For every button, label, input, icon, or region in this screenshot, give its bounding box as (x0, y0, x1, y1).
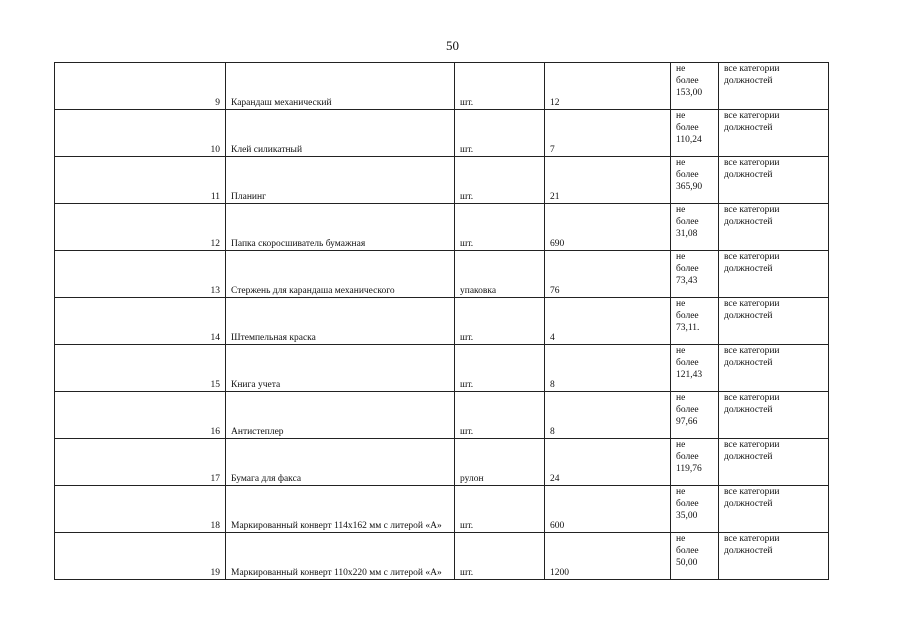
price-cell (671, 204, 719, 251)
price-line: 365,90 (676, 182, 703, 192)
price-line: не (676, 205, 686, 215)
price-line: не (676, 393, 686, 403)
row-number-cell: 13 (55, 251, 226, 298)
unit-cell: шт. (455, 298, 545, 345)
table-row (55, 157, 829, 204)
price-line: 35,00 (676, 511, 698, 521)
page-number: 50 (446, 38, 459, 53)
table-row (55, 298, 829, 345)
item-name-cell: Маркированный конверт 110х220 мм с литерой «А» (226, 533, 455, 580)
unit-cell: шт. (455, 392, 545, 439)
category-line: должностей (724, 311, 773, 321)
unit-cell: шт. (455, 157, 545, 204)
quantity-cell: 1200 (545, 533, 671, 580)
price-cell (671, 439, 719, 486)
category-line: должностей (724, 76, 773, 86)
table-row (55, 392, 829, 439)
quantity-cell: 8 (545, 392, 671, 439)
price-cell (671, 298, 719, 345)
price-line: более (676, 405, 699, 415)
price-line: 121,43 (676, 370, 703, 380)
quantity-cell: 690 (545, 204, 671, 251)
category-cell (719, 204, 829, 251)
quantity-cell: 21 (545, 157, 671, 204)
quantity-cell: 76 (545, 251, 671, 298)
price-line: более (676, 452, 699, 462)
row-number-cell: 9 (55, 63, 226, 110)
unit-cell: упаковка (455, 251, 545, 298)
unit-cell: шт. (455, 204, 545, 251)
price-line: более (676, 311, 699, 321)
row-number-cell: 10 (55, 110, 226, 157)
supplies-table (54, 62, 829, 580)
unit-cell: шт. (455, 63, 545, 110)
category-line: все категории (724, 393, 780, 403)
price-line: не (676, 346, 686, 356)
price-line: более (676, 358, 699, 368)
category-line: должностей (724, 264, 773, 274)
price-line: более (676, 170, 699, 180)
item-name-cell: Книга учета (226, 345, 455, 392)
unit-cell: шт. (455, 533, 545, 580)
supplies-table-body (55, 63, 829, 580)
table-row (55, 486, 829, 533)
item-name-cell: Папка скоросшиватель бумажная (226, 204, 455, 251)
category-line: все категории (724, 299, 780, 309)
category-line: должностей (724, 358, 773, 368)
category-line: все категории (724, 487, 780, 497)
row-number-cell: 16 (55, 392, 226, 439)
unit-cell: шт. (455, 110, 545, 157)
category-cell (719, 251, 829, 298)
category-line: должностей (724, 123, 773, 133)
table-row (55, 251, 829, 298)
row-number-cell: 12 (55, 204, 226, 251)
price-line: не (676, 440, 686, 450)
category-line: все категории (724, 111, 780, 121)
item-name-cell: Карандаш механический (226, 63, 455, 110)
category-line: все категории (724, 205, 780, 215)
category-cell (719, 63, 829, 110)
row-number-cell: 18 (55, 486, 226, 533)
category-line: все категории (724, 158, 780, 168)
table-row (55, 63, 829, 110)
category-cell (719, 110, 829, 157)
table-row (55, 204, 829, 251)
category-line: все категории (724, 440, 780, 450)
category-line: все категории (724, 252, 780, 262)
price-line: не (676, 487, 686, 497)
category-cell (719, 345, 829, 392)
category-cell (719, 298, 829, 345)
price-line: не (676, 534, 686, 544)
price-line: более (676, 264, 699, 274)
category-line: должностей (724, 217, 773, 227)
category-line: все категории (724, 346, 780, 356)
price-line: не (676, 299, 686, 309)
price-cell (671, 110, 719, 157)
category-line: должностей (724, 499, 773, 509)
unit-cell: рулон (455, 439, 545, 486)
quantity-cell: 4 (545, 298, 671, 345)
category-cell (719, 533, 829, 580)
quantity-cell: 8 (545, 345, 671, 392)
price-line: более (676, 123, 699, 133)
price-line: 119,76 (676, 464, 702, 474)
category-line: должностей (724, 546, 773, 556)
price-cell (671, 533, 719, 580)
row-number-cell: 11 (55, 157, 226, 204)
price-line: 73,11. (676, 323, 700, 333)
category-line: должностей (724, 170, 773, 180)
price-line: не (676, 64, 686, 74)
table-row (55, 110, 829, 157)
table-row (55, 345, 829, 392)
row-number-cell: 19 (55, 533, 226, 580)
price-cell (671, 157, 719, 204)
price-line: 50,00 (676, 558, 698, 568)
row-number-cell: 17 (55, 439, 226, 486)
table-row (55, 439, 829, 486)
price-cell (671, 486, 719, 533)
quantity-cell: 7 (545, 110, 671, 157)
price-line: 110,24 (676, 135, 702, 145)
price-line: не (676, 158, 686, 168)
price-line: 31,08 (676, 229, 698, 239)
price-line: более (676, 217, 699, 227)
category-line: должностей (724, 452, 773, 462)
unit-cell: шт. (455, 486, 545, 533)
item-name-cell: Антистеплер (226, 392, 455, 439)
price-cell (671, 63, 719, 110)
price-line: не (676, 252, 686, 262)
category-line: все категории (724, 64, 780, 74)
price-line: не (676, 111, 686, 121)
category-cell (719, 486, 829, 533)
unit-cell: шт. (455, 345, 545, 392)
item-name-cell: Маркированный конверт 114х162 мм с литерой «А» (226, 486, 455, 533)
item-name-cell: Планинг (226, 157, 455, 204)
price-line: более (676, 546, 699, 556)
item-name-cell: Штемпельная краска (226, 298, 455, 345)
price-line: 73,43 (676, 276, 698, 286)
row-number-cell: 15 (55, 345, 226, 392)
category-cell (719, 439, 829, 486)
quantity-cell: 600 (545, 486, 671, 533)
price-line: 97,66 (676, 417, 698, 427)
item-name-cell: Клей силикатный (226, 110, 455, 157)
price-cell (671, 345, 719, 392)
category-cell (719, 392, 829, 439)
category-line: должностей (724, 405, 773, 415)
price-line: более (676, 499, 699, 509)
price-cell (671, 251, 719, 298)
category-cell (719, 157, 829, 204)
table-row (55, 533, 829, 580)
price-line: более (676, 76, 699, 86)
quantity-cell: 12 (545, 63, 671, 110)
category-line: все категории (724, 534, 780, 544)
item-name-cell: Стержень для карандаша механического (226, 251, 455, 298)
row-number-cell: 14 (55, 298, 226, 345)
price-line: 153,00 (676, 88, 703, 98)
price-cell (671, 392, 719, 439)
quantity-cell: 24 (545, 439, 671, 486)
item-name-cell: Бумага для факса (226, 439, 455, 486)
